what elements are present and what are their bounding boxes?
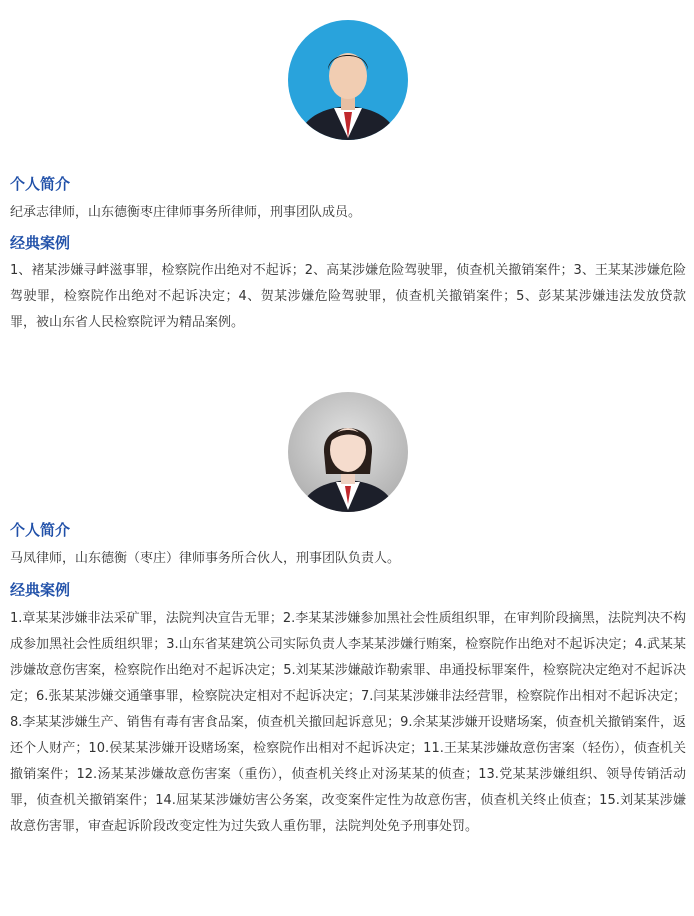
intro-heading-1: 个人简介 (10, 175, 71, 193)
intro-heading-2: 个人简介 (10, 521, 71, 539)
portrait-photo-icon (288, 392, 408, 512)
intro-text-2: 马凤律师，山东德衡（枣庄）律师事务所合伙人，刑事团队负责人。 (10, 551, 401, 566)
intro-text-1: 纪承志律师，山东德衡枣庄律师事务所律师，刑事团队成员。 (10, 205, 362, 220)
cases-text-1: 1、褚某涉嫌寻衅滋事罪，检察院作出绝对不起诉；2、高某涉嫌危险驾驶罪，侦查机关撤销案件；3、王某某涉嫌危险驾驶罪，检察院作出绝对不起诉决定；4、贺某涉嫌危险驾驶罪，侦查机关撤销案件；5、彭某某涉嫌违法发放贷款罪，被山东省人民检察院评为精品案例。 (10, 263, 686, 330)
cases-heading-1: 经典案例 (10, 234, 71, 252)
lawyer-avatar-2 (288, 392, 408, 512)
cases-heading-2: 经典案例 (10, 581, 71, 599)
cases-text-2: 1.章某某涉嫌非法采矿罪，法院判决宣告无罪；2.李某某涉嫌参加黑社会性质组织罪，在审判阶段摘黑，法院判决不构成参加黑社会性质组织罪；3.山东省某建筑公司实际负责人李某某涉嫌行贿案，检察院作出绝对不起诉决定；4.武某某涉嫌故意伤害案，检察院作出绝对不起诉决定；5.刘某某涉嫌敲诈勒索罪、串通投标罪案件，检察院决定绝对不起诉决定；6.张某某涉嫌交通肇事罪，检察院决定相对不起诉决定；7.闫某某涉嫌非法经营罪，检察院作出相对不起诉决定；8.李某某涉嫌生产、销售有毒有害食品案，侦查机关撤回起诉意见；9.余某某涉嫌开设赌场案，侦查机关撤销案件，返还个人财产；10.侯某某涉嫌开设赌场案，检察院作出相对不起诉决定；11.王某某涉嫌故意伤害案（轻伤），侦查机关撤销案件；12.汤某某涉嫌故意伤害案（重伤），侦查机关终止对汤某某的侦查；13.党某某涉嫌组织、领导传销活动罪，侦查机关撤销案件；14.屈某某涉嫌妨害公务案，改变案件定性为故意伤害，侦查机关终止侦查；15.刘某某涉嫌故意伤害罪，审查起诉阶段改变定性为过失致人重伤罪，法院判处免予刑事处罚。 (10, 611, 686, 834)
